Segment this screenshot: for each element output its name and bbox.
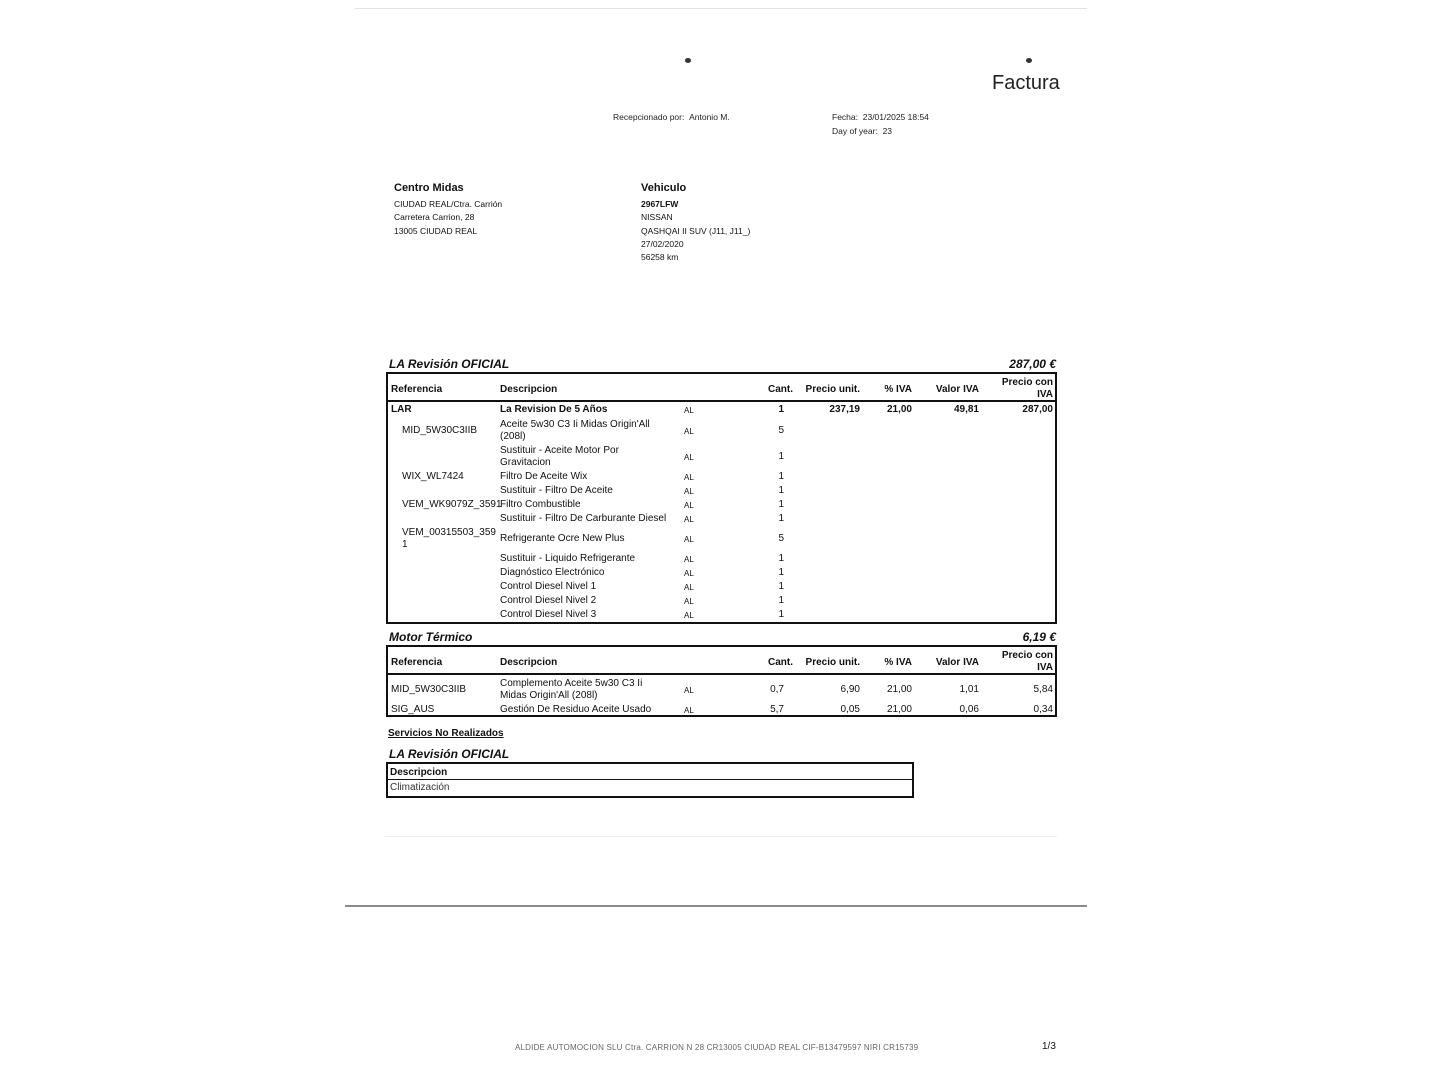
col-header-price-vat-line2: IVA: [1037, 662, 1053, 673]
col-header-price-vat: [978, 377, 1053, 401]
row-vat-pct: 21,00: [886, 684, 912, 695]
row-unit-code: AL: [684, 706, 694, 715]
received-by: [613, 112, 730, 122]
vehicle-plate: 2967LFW: [641, 199, 679, 209]
col-header-price-vat-line1: Precio con: [1001, 377, 1053, 388]
section-total: 287,00 €: [1009, 357, 1056, 371]
footer-divider: [345, 905, 1087, 907]
row-qty: 1: [778, 553, 784, 564]
row-qty: 1: [778, 513, 784, 524]
row-desc: Control Diesel Nivel 3: [500, 609, 597, 620]
row-unit-code: AL: [684, 597, 694, 606]
row-qty: 1: [778, 471, 784, 482]
row-ref: VEM_WK9079Z_3591: [402, 499, 502, 510]
header-rule: [388, 779, 912, 780]
col-header-qty: Cant.: [768, 657, 793, 668]
col-header-price-vat: [978, 650, 1053, 674]
row-vat-value: 49,81: [953, 404, 979, 415]
col-header-price-vat-line1: Precio con: [1001, 650, 1053, 661]
page-title: Factura: [992, 72, 1060, 94]
top-rule: [355, 8, 1087, 9]
row-desc: La Revision De 5 Años: [500, 404, 608, 415]
workshop-line: CIUDAD REAL/Ctra. Carrión: [394, 199, 503, 209]
row-unit-code: AL: [684, 427, 694, 436]
scan-mark-icon: [1026, 58, 1032, 63]
col-header-desc: Descripcion: [500, 384, 558, 395]
row-unit-code: AL: [684, 569, 694, 578]
row-unit-code: AL: [684, 611, 694, 620]
row-unit-code: AL: [684, 473, 694, 482]
col-header-vat-value: Valor IVA: [935, 657, 979, 668]
row-ref: WIX_WL7424: [402, 471, 464, 482]
date-label: Fecha:: [832, 112, 858, 122]
row-qty: 1: [778, 404, 784, 415]
row-total: 0,34: [1033, 704, 1053, 715]
row-unit-price: 237,19: [829, 404, 860, 415]
not-done-table: [386, 762, 914, 798]
section-title: Motor Térmico: [389, 630, 473, 644]
row-qty: 1: [778, 567, 784, 578]
row-ref: MID_5W30C3IIB: [391, 684, 467, 695]
row-total: 287,00: [1022, 404, 1053, 415]
row-unit-code: AL: [684, 686, 694, 695]
row-qty: 5,7: [770, 704, 784, 715]
col-header-desc: Descripcion: [500, 657, 558, 668]
row-qty: 1: [778, 451, 784, 462]
col-header-price-vat-line2: IVA: [1037, 389, 1053, 400]
not-done-section-title: LA Revisión OFICIAL: [389, 747, 510, 761]
col-header-vat-value: Valor IVA: [935, 384, 979, 395]
date-value: 23/01/2025 18:54: [862, 112, 929, 122]
row-desc: Sustituir - Liquido Refrigerante: [500, 553, 636, 564]
col-header-ref: Referencia: [391, 657, 443, 668]
row-unit-code: AL: [684, 515, 694, 524]
row-qty: 1: [778, 609, 784, 620]
row-desc: Control Diesel Nivel 1: [500, 581, 597, 592]
row-ref: MID_5W30C3IIB: [402, 425, 478, 436]
header-rule: [388, 400, 1055, 402]
row-unit-code: AL: [684, 487, 694, 496]
workshop-line: 13005 CIUDAD REAL: [394, 225, 478, 236]
vehicle-block: [641, 182, 750, 264]
divider: [385, 836, 1057, 837]
row-vat-pct: 21,00: [886, 404, 912, 415]
row-ref: SIG_AUS: [391, 704, 435, 715]
row-unit-code: AL: [684, 501, 694, 510]
row-desc: Filtro De Aceite Wix: [500, 471, 588, 482]
row-vat-value: 0,06: [959, 704, 979, 715]
row-unit-price: 0,05: [840, 704, 860, 715]
row-vat-pct: 21,00: [886, 704, 912, 715]
row-qty: 5: [778, 533, 784, 544]
col-header-vat-pct: % IVA: [884, 657, 912, 668]
invoice-date: [832, 112, 929, 122]
row-ref: LAR: [391, 404, 412, 415]
day-of-year-label: Day of year:: [832, 126, 878, 136]
col-header-unit-price: Precio unit.: [805, 657, 860, 668]
row-qty: 5: [778, 425, 784, 436]
vehicle-heading: Vehiculo: [641, 182, 687, 194]
row-desc: Gestión De Residuo Aceite Usado: [500, 704, 652, 715]
row-vat-value: 1,01: [959, 684, 979, 695]
row-desc: Refrigerante Ocre New Plus: [500, 533, 625, 544]
items-table-motor: [386, 645, 1057, 717]
row-qty: 1: [778, 499, 784, 510]
workshop-block: [394, 182, 502, 238]
row-unit-code: AL: [684, 555, 694, 564]
row-desc: Filtro Combustible: [500, 499, 581, 510]
not-done-item: Climatización: [390, 782, 450, 793]
vehicle-line: 56258 km: [641, 252, 679, 263]
col-header-unit-price: Precio unit.: [805, 384, 860, 395]
header-rule: [388, 673, 1055, 675]
row-qty: 1: [778, 581, 784, 592]
row-unit-code: AL: [684, 406, 694, 415]
row-qty: 0,7: [770, 684, 784, 695]
received-by-label: Recepcionado por:: [613, 112, 685, 122]
row-desc: Sustituir - Filtro De Carburante Diesel: [500, 513, 667, 524]
vehicle-line: 27/02/2020: [641, 238, 684, 249]
row-desc: Sustituir - Filtro De Aceite: [500, 485, 613, 496]
row-unit-code: AL: [684, 535, 694, 544]
row-desc: Aceite 5w30 C3 Ii Midas Origin'All (208l): [500, 419, 650, 442]
received-by-value: Antonio M.: [689, 112, 730, 122]
footer-company: ALDIDE AUTOMOCION SLU Ctra. CARRION N 28 CR13005 CIUDAD REAL CIF-B13479597 NIRI CR15739: [515, 1043, 919, 1052]
workshop-line: Carretera Carrion, 28: [394, 212, 475, 223]
vehicle-line: QASHQAI II SUV (J11, J11_): [641, 225, 751, 236]
not-done-heading: Servicios No Realizados: [388, 728, 504, 739]
section-title: LA Revisión OFICIAL: [389, 357, 510, 371]
day-of-year-value: 23: [882, 126, 893, 136]
row-desc: Complemento Aceite 5w30 C3 Ii Midas Origin'All (208l): [500, 678, 643, 701]
row-desc: Diagnóstico Electrónico: [500, 567, 605, 578]
row-unit-code: AL: [684, 583, 694, 592]
row-unit-price: 6,90: [840, 684, 860, 695]
row-desc: Control Diesel Nivel 2: [500, 595, 597, 606]
col-header-qty: Cant.: [768, 384, 793, 395]
section-total: 6,19 €: [1022, 630, 1056, 644]
row-total: 5,84: [1033, 684, 1053, 695]
page-number: 1/3: [1042, 1041, 1056, 1052]
scan-mark-icon: [685, 58, 691, 63]
row-qty: 1: [778, 595, 784, 606]
not-done-col-desc: Descripcion: [390, 767, 448, 778]
items-table-revision: [386, 372, 1057, 624]
col-header-vat-pct: % IVA: [884, 384, 912, 395]
workshop-heading: Centro Midas: [394, 182, 464, 194]
row-desc: Sustituir - Aceite Motor Por Gravitacion: [500, 445, 619, 468]
row-ref: VEM_00315503_359 1: [402, 527, 496, 550]
row-unit-code: AL: [684, 453, 694, 462]
col-header-ref: Referencia: [391, 384, 443, 395]
day-of-year: [832, 126, 892, 136]
row-qty: 1: [778, 485, 784, 496]
vehicle-line: NISSAN: [641, 212, 673, 223]
